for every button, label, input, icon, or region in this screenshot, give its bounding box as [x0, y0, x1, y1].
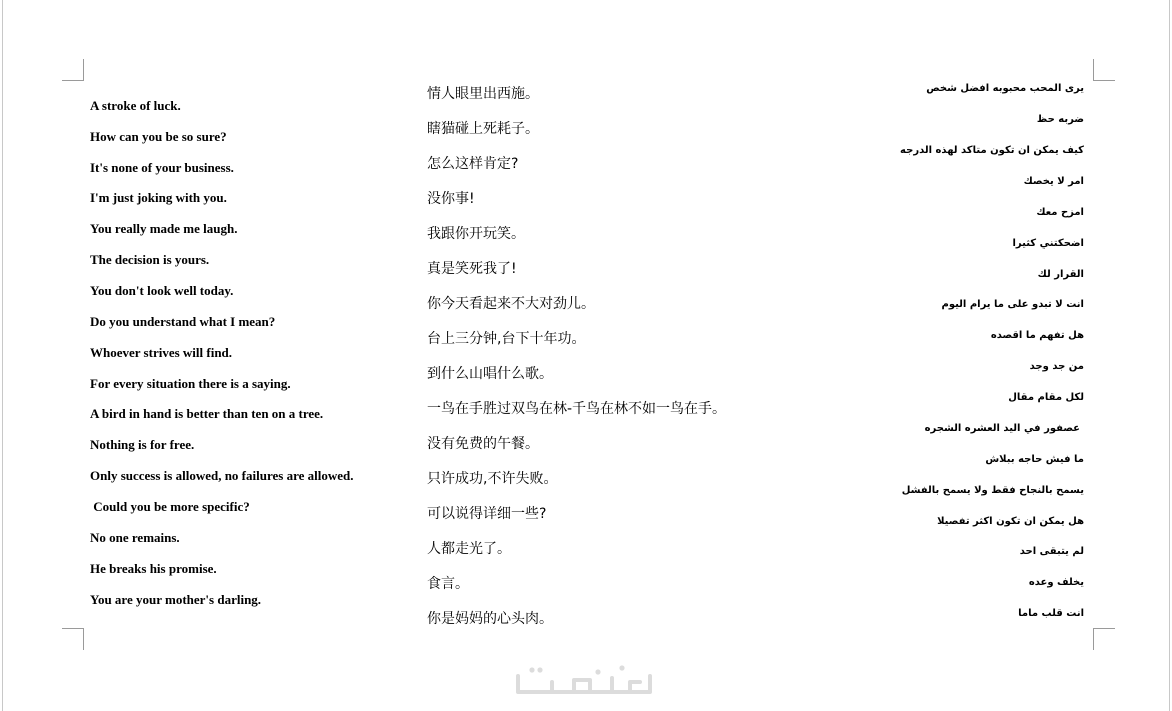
arabic-line: هل تفهم ما اقصده — [990, 330, 1084, 341]
chinese-line: 真是笑死我了! — [427, 261, 517, 277]
arabic-line: هل يمكن ان تكون اكثر تفصيلا — [937, 516, 1084, 527]
arabic-line: يرى المحب محبوبه افضل شخص — [926, 83, 1084, 94]
arabic-line: كيف يمكن ان تكون متاكد لهذه الدرجه — [900, 145, 1084, 156]
english-line: For every situation there is a saying. — [90, 376, 291, 391]
page-edge-right — [1169, 0, 1170, 711]
english-line: Do you understand what I mean? — [90, 314, 276, 329]
arabic-line: القرار لك — [1037, 269, 1084, 280]
english-line: It's none of your business. — [90, 160, 234, 175]
chinese-line: 一鸟在手胜过双鸟在林-千鸟在林不如一鸟在手。 — [427, 401, 727, 417]
english-line: You are your mother's darling. — [90, 592, 262, 607]
chinese-line: 人都走光了。 — [427, 541, 511, 557]
page-edge-left — [2, 0, 3, 711]
chinese-line: 情人眼里出西施。 — [427, 86, 539, 102]
arabic-line: امر لا يخصك — [1023, 176, 1084, 187]
arabic-line: اضحكتني كثيرا — [1012, 238, 1084, 249]
arabic-line: امزح معك — [1036, 207, 1084, 218]
chinese-line: 到什么山唱什么歌。 — [427, 366, 553, 382]
arabic-line: لكل مقام مقال — [1008, 392, 1084, 403]
arabic-line: يخلف وعده — [1028, 577, 1084, 588]
chinese-line: 你是妈妈的心头肉。 — [427, 611, 553, 627]
arabic-line: ما فيش حاجه ببلاش — [985, 454, 1084, 465]
chinese-line: 没有免费的午餐。 — [427, 436, 539, 452]
arabic-line: لم يتبقى احد — [1019, 546, 1084, 557]
english-line: Only success is allowed, no failures are allowed. — [90, 468, 354, 483]
chinese-line: 我跟你开玩笑。 — [427, 226, 525, 242]
english-line: I'm just joking with you. — [90, 190, 227, 205]
khamsat-watermark-logo — [512, 662, 662, 702]
english-line: He breaks his promise. — [90, 561, 217, 576]
arabic-line: انت لا تبدو على ما يرام اليوم — [941, 299, 1084, 310]
arabic-line: انت قلب ماما — [1018, 608, 1084, 619]
english-line: Whoever strives will find. — [90, 345, 233, 360]
english-line: A stroke of luck. — [90, 98, 181, 113]
english-line: You don't look well today. — [90, 283, 234, 298]
arabic-line: يسمح بالنجاح فقط ولا يسمح بالفشل — [901, 485, 1084, 496]
english-line: No one remains. — [90, 530, 180, 545]
chinese-line: 可以说得详细一些? — [427, 506, 547, 522]
english-line: The decision is yours. — [90, 252, 210, 267]
chinese-line: 没你事! — [427, 191, 475, 207]
arabic-line: عصفور في اليد العشره الشجره — [924, 423, 1080, 434]
chinese-line: 怎么这样肯定? — [427, 156, 519, 172]
chinese-line: 你今天看起来不大对劲儿。 — [427, 296, 595, 312]
english-line: Nothing is for free. — [90, 437, 195, 452]
chinese-line: 台上三分钟,台下十年功。 — [427, 331, 586, 347]
english-line: A bird in hand is better than ten on a tree. — [90, 406, 324, 421]
english-line: You really made me laugh. — [90, 221, 238, 236]
arabic-line: من جد وجد — [1029, 361, 1084, 372]
english-line: Could you be more specific? — [90, 499, 250, 514]
english-line: How can you be so sure? — [90, 129, 227, 144]
arabic-line: ضربه حظ — [1036, 114, 1084, 125]
chinese-line: 食言。 — [427, 576, 469, 592]
chinese-line: 瞎猫碰上死耗子。 — [427, 121, 539, 137]
chinese-line: 只许成功,不许失败。 — [427, 471, 558, 487]
